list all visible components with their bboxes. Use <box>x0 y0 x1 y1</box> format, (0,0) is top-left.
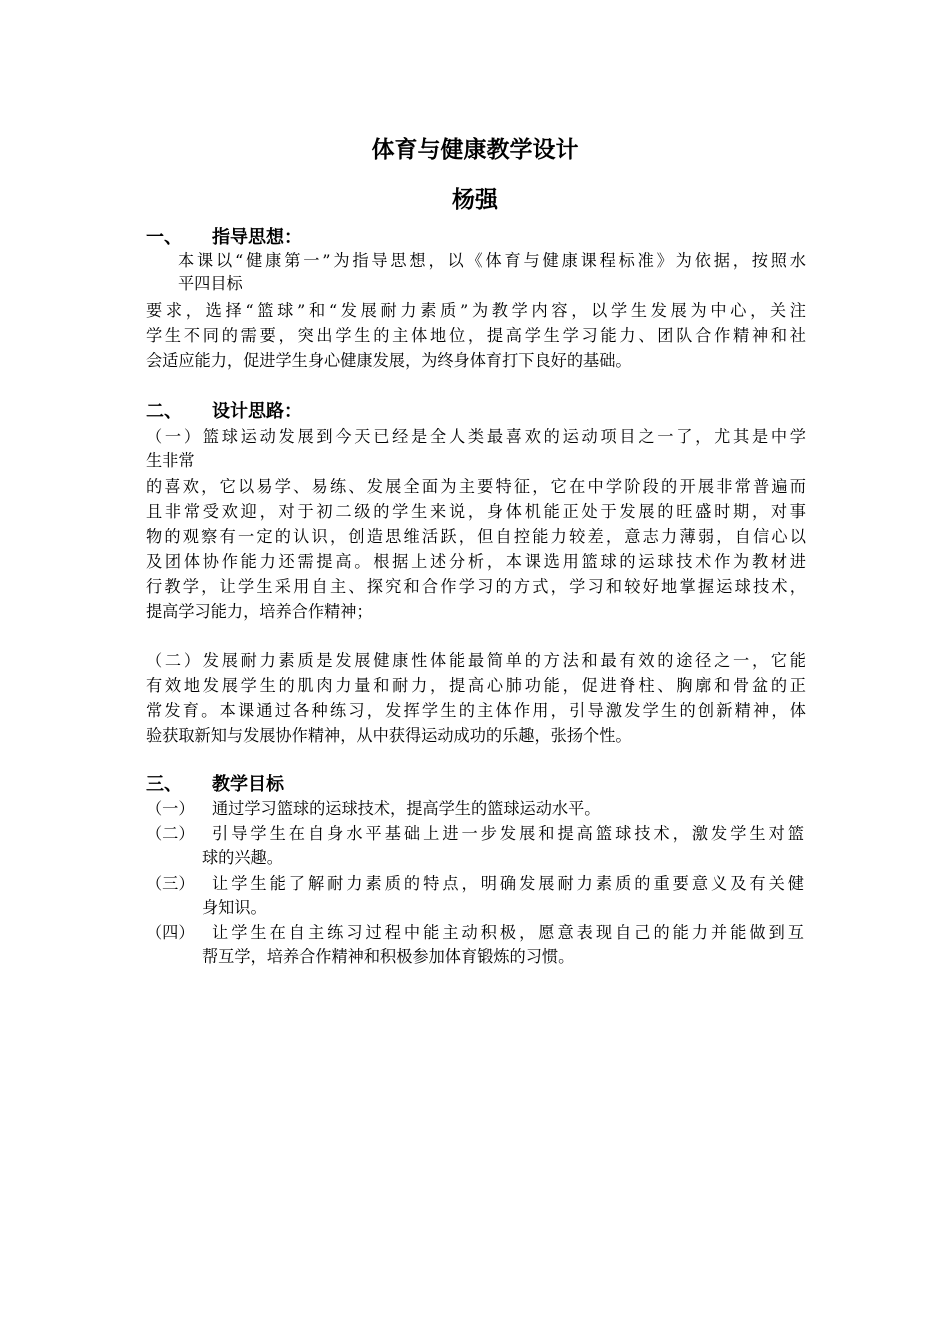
paragraph-line: 本课以“健康第一”为指导思想，以《体育与健康课程标准》为依据，按照水 <box>178 251 806 270</box>
section-number: 一、 <box>146 227 182 248</box>
list-item-continuation: 身知识。 <box>202 898 267 917</box>
paragraph-line: 平四目标 <box>178 274 243 293</box>
paragraph-line: 要求，选择“篮球”和“发展耐力素质”为教学内容，以学生发展为中心，关注 <box>146 301 806 320</box>
section-heading-text: 教学目标 <box>212 774 284 795</box>
section-heading-text: 指导思想： <box>212 227 302 248</box>
paragraph-line: 的喜欢，它以易学、易练、发展全面为主要特征，它在中学阶段的开展非常普遍而 <box>146 477 806 496</box>
document-author: 杨强 <box>452 187 498 213</box>
paragraph-line: 常发育。本课通过各种练习，发挥学生的主体作用，引导激发学生的创新精神，体 <box>146 701 806 720</box>
paragraph-line: 验获取新知与发展协作精神，从中获得运动成功的乐趣，张扬个性。 <box>146 726 632 745</box>
section-heading-1 <box>146 226 302 250</box>
list-item-text: 引导学生在自身水平基础上进一步发展和提高篮球技术，激发学生对篮 <box>212 824 804 843</box>
paragraph-line: （二）发展耐力素质是发展健康性体能最简单的方法和最有效的途径之一，它能 <box>146 651 806 670</box>
paragraph-line: 会适应能力，促进学生身心健康发展，为终身体育打下良好的基础。 <box>146 351 632 370</box>
list-item-text: 让学生能了解耐力素质的特点，明确发展耐力素质的重要意义及有关健 <box>212 874 804 893</box>
section-heading-3 <box>146 773 284 797</box>
list-item-continuation: 球的兴趣。 <box>202 848 283 867</box>
section-number: 三、 <box>146 774 182 795</box>
list-item <box>146 922 806 944</box>
paragraph-line: 学生不同的需要，突出学生的主体地位，提高学生学习能力、团队合作精神和社 <box>146 326 806 345</box>
document-title: 体育与健康教学设计 <box>371 137 579 163</box>
paragraph-line: 行教学，让学生采用自主、探究和合作学习的方式，学习和较好地掌握运球技术， <box>146 577 806 596</box>
list-item-label: （四） <box>146 923 195 942</box>
list-item-text: 通过学习篮球的运球技术，提高学生的篮球运动水平。 <box>212 799 601 818</box>
section-heading-text: 设计思路： <box>212 401 302 422</box>
paragraph-line: 且非常受欢迎，对于初二级的学生来说，身体机能正处于发展的旺盛时期，对事 <box>146 502 806 521</box>
section-number: 二、 <box>146 401 182 422</box>
list-item-label: （二） <box>146 824 195 843</box>
paragraph-line: 及团体协作能力还需提高。根据上述分析，本课选用篮球的运球技术作为教材进 <box>146 552 806 571</box>
list-item-label: （三） <box>146 874 195 893</box>
paragraph-line: 生非常 <box>146 451 195 470</box>
list-item-text: 让学生在自主练习过程中能主动积极，愿意表现自己的能力并能做到互 <box>212 923 804 942</box>
list-item <box>146 873 806 895</box>
section-heading-2 <box>146 400 302 424</box>
list-item-label: （一） <box>146 799 195 818</box>
list-item <box>146 823 806 845</box>
list-item <box>146 798 806 820</box>
paragraph-line: 有效地发展学生的肌肉力量和耐力，提高心肺功能，促进脊柱、胸廓和骨盆的正 <box>146 676 806 695</box>
paragraph-line: （一）篮球运动发展到今天已经是全人类最喜欢的运动项目之一了，尤其是中学 <box>146 427 806 446</box>
list-item-continuation: 帮互学，培养合作精神和积极参加体育锻炼的习惯。 <box>202 947 575 966</box>
paragraph-line: 提高学习能力，培养合作精神； <box>146 602 373 621</box>
paragraph-line: 物的观察有一定的认识，创造思维活跃，但自控能力较差，意志力薄弱，自信心以 <box>146 527 806 546</box>
